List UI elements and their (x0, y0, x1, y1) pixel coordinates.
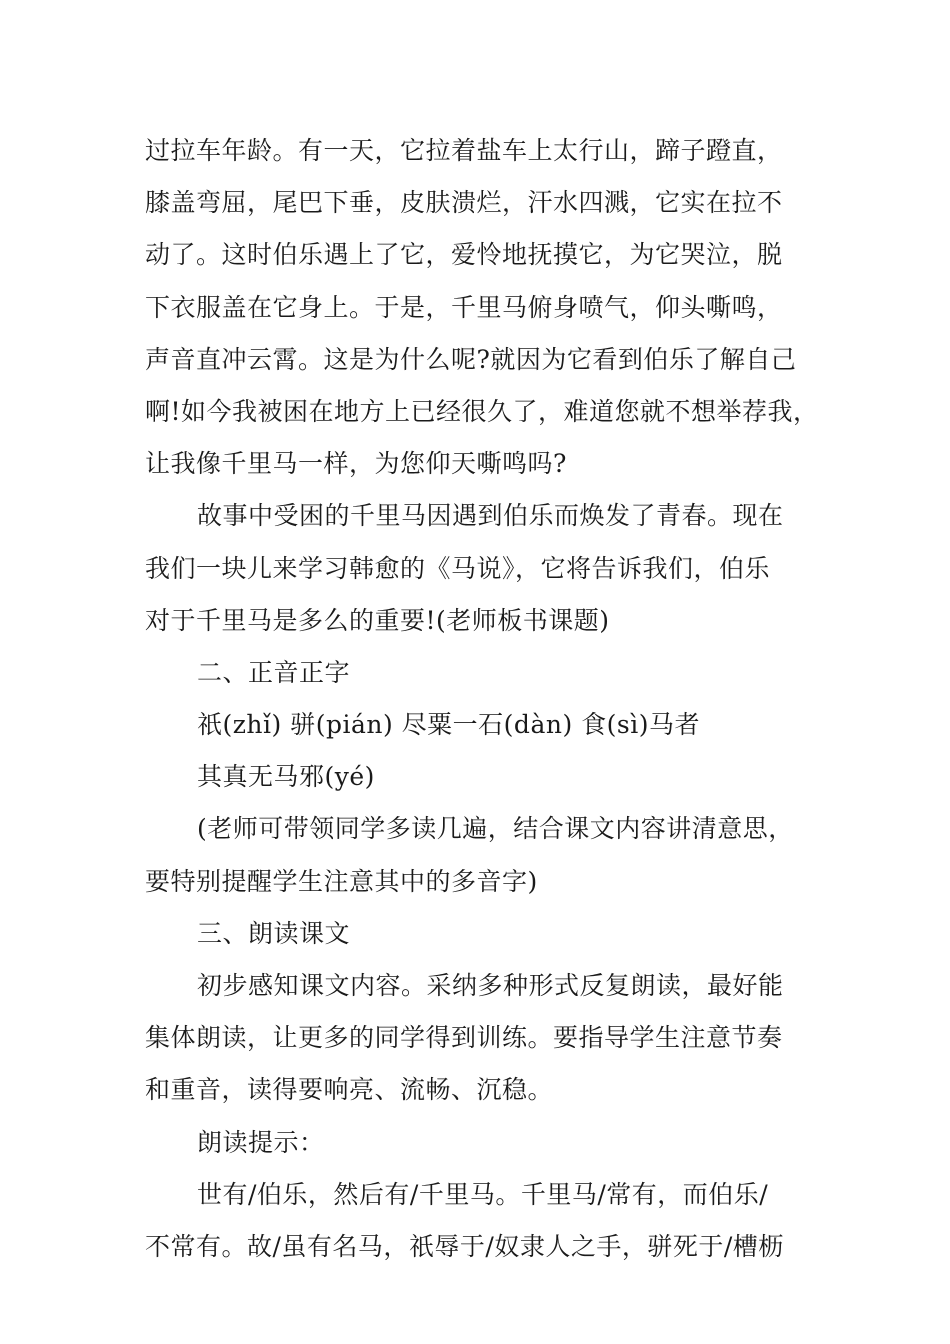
text-line: 膝盖弯屈，尾巴下垂，皮肤溃烂，汗水四溅，它实在拉不 (145, 188, 783, 218)
text-line: 我们一块儿来学习韩愈的《马说》，它将告诉我们，伯乐 (145, 553, 771, 583)
text-line: 下衣服盖在它身上。于是，千里马俯身喷气，仰头嘶鸣， (145, 292, 783, 322)
paragraph-start-line: 初步感知课文内容。采纳多种形式反复朗读，最好能 (197, 971, 784, 1000)
text-line: 和重音，读得要响亮、流畅、沉稳。 (145, 1075, 554, 1105)
section-heading: 三、朗读课文 (197, 918, 351, 948)
pronunciation-line: 其真无马邪(yé) (197, 762, 375, 792)
note-line: 要特别提醒学生注意其中的多音字) (145, 866, 538, 896)
text-line: 声音直冲云霄。这是为什么呢?就因为它看到伯乐了解自己 (145, 344, 797, 374)
text-line: 不常有。故/虽有名马，祇辱于/奴隶人之手，骈死于/槽枥 (145, 1231, 784, 1261)
note-line: (老师可带领同学多读几遍，结合课文内容讲清意思， (197, 814, 794, 844)
paragraph-start-line: 故事中受困的千里马因遇到伯乐而焕发了青春。现在 (197, 501, 784, 531)
text-line: 让我像千里马一样，为您仰天嘶鸣吗? (145, 449, 567, 479)
pronunciation-line: 祇(zhǐ) 骈(pián) 尽粟一石(dàn) 食(sì)马者 (197, 710, 700, 740)
text-line: 啊!如今我被困在地方上已经很久了，难道您就不想举荐我， (145, 396, 819, 426)
document-body (145, 125, 825, 1273)
text-line: 过拉车年龄。有一天，它拉着盐车上太行山，蹄子蹬直， (145, 136, 783, 165)
text-line: 集体朗读，让更多的同学得到训练。要指导学生注意节奏 (145, 1023, 783, 1053)
section-heading: 二、正音正字 (197, 657, 351, 687)
paragraph-start-line: 世有/伯乐，然后有/千里马。千里马/常有，而伯乐/ (197, 1179, 769, 1209)
text-line: 对于千里马是多么的重要!(老师板书课题) (145, 605, 610, 635)
text-line: 动了。这时伯乐遇上了它，爱怜地抚摸它，为它哭泣，脱 (145, 240, 783, 270)
subheading-line: 朗读提示： (197, 1127, 325, 1157)
